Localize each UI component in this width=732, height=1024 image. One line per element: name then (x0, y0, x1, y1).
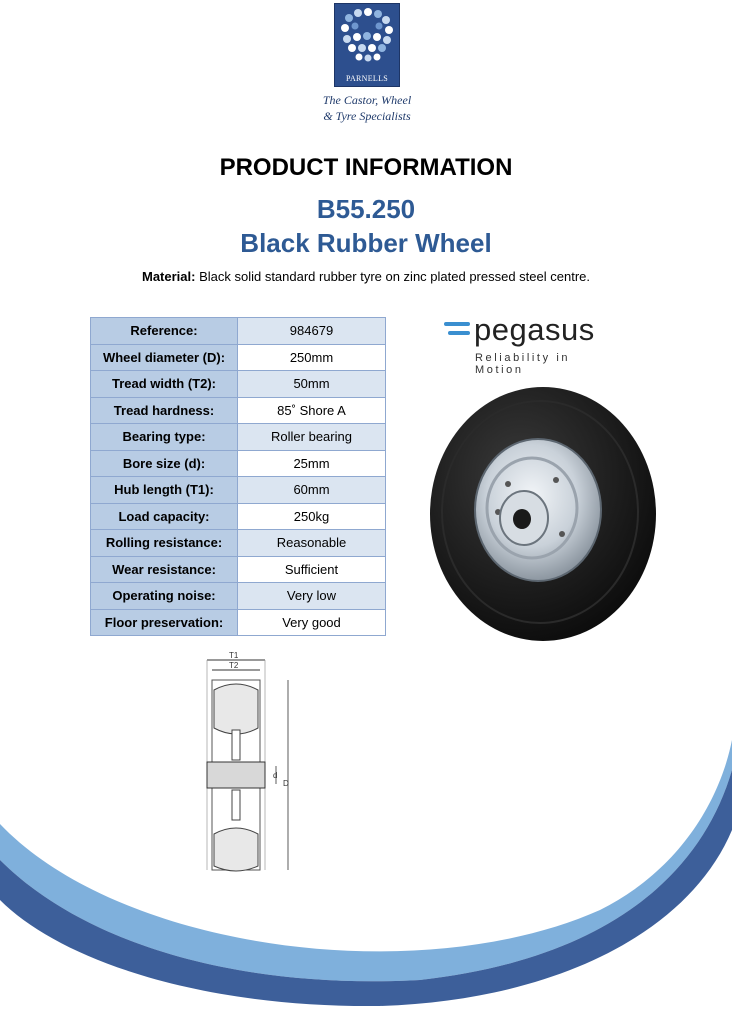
pegasus-logo (444, 312, 624, 376)
parnells-logo (334, 3, 400, 87)
material-label: Material: (141, 269, 196, 284)
table-row (91, 450, 386, 477)
spec-value: 250kg (238, 503, 386, 530)
logo-dots-icon (335, 4, 399, 70)
page-heading: PRODUCT INFORMATION (219, 154, 513, 181)
table-row (91, 424, 386, 451)
pegasus-stripe-icon (444, 322, 470, 326)
spec-label: Bore size (d): (91, 450, 238, 477)
spec-label: Tread hardness: (91, 397, 238, 424)
spec-value: Very good (238, 609, 386, 636)
spec-label: Rolling resistance: (91, 530, 238, 557)
label-t1: T1 (229, 651, 239, 660)
spec-value: 60mm (238, 477, 386, 504)
table-row (91, 477, 386, 504)
spec-value: 250mm (238, 344, 386, 371)
spec-label: Hub length (T1): (91, 477, 238, 504)
table-row (91, 344, 386, 371)
spec-label: Wheel diameter (D): (91, 344, 238, 371)
parnells-brand-text: PARNELLS (345, 74, 389, 83)
spec-value: Roller bearing (238, 424, 386, 451)
spec-value: 50mm (238, 371, 386, 398)
pegasus-wordmark: pegasus (474, 312, 595, 347)
spec-value: 984679 (238, 318, 386, 345)
product-name: Black Rubber Wheel (240, 228, 492, 258)
spec-label: Load capacity: (91, 503, 238, 530)
table-row (91, 371, 386, 398)
spec-label: Reference: (91, 318, 238, 345)
table-row (91, 318, 386, 345)
pegasus-tagline: Reliability in Motion (475, 352, 571, 376)
spec-value: 25mm (238, 450, 386, 477)
tagline-line-2: & Tyre Specialists (323, 109, 411, 123)
spec-value: Very low (238, 583, 386, 610)
table-row (91, 397, 386, 424)
spec-value: Reasonable (238, 530, 386, 557)
table-row (91, 503, 386, 530)
label-t2: T2 (229, 661, 239, 670)
spec-value: 85˚ Shore A (238, 397, 386, 424)
product-code: B55.250 (316, 194, 416, 224)
material-description (0, 269, 732, 284)
company-tagline (300, 92, 434, 124)
wheel-product-image (428, 384, 658, 644)
tagline-line-1: The Castor, Wheel (322, 93, 412, 107)
spec-value: Sufficient (238, 556, 386, 583)
table-row (91, 609, 386, 636)
spec-table (90, 317, 386, 636)
spec-label: Wear resistance: (91, 556, 238, 583)
table-row (91, 556, 386, 583)
pegasus-stripe-icon (448, 331, 470, 335)
table-row (91, 583, 386, 610)
label-diameter-D: D (283, 779, 289, 788)
decorative-swoosh (0, 690, 732, 1024)
spec-label: Floor preservation: (91, 609, 238, 636)
spec-label: Operating noise: (91, 583, 238, 610)
table-row (91, 530, 386, 557)
material-text: Black solid standard rubber tyre on zinc plated pressed steel centre. (195, 269, 590, 284)
spec-label: Bearing type: (91, 424, 238, 451)
label-bore-d: d (273, 771, 278, 780)
spec-label: Tread width (T2): (91, 371, 238, 398)
